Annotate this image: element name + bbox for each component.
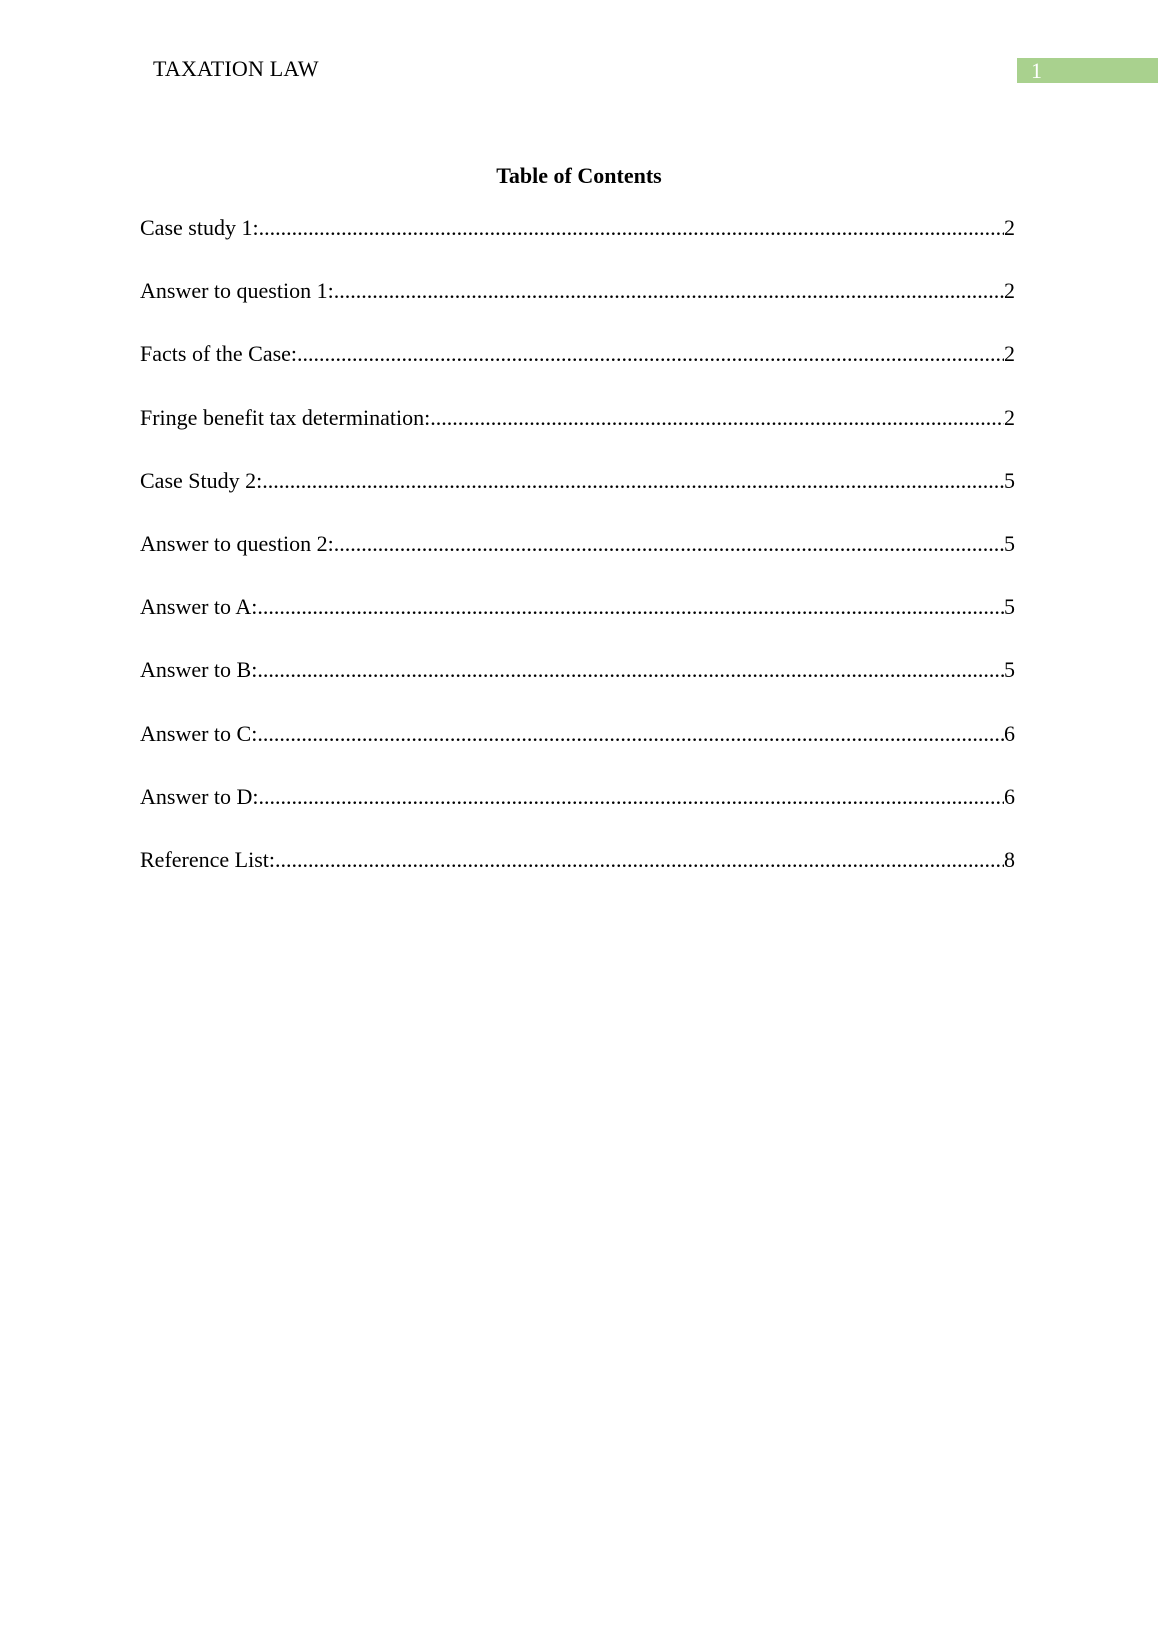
toc-dot-leader bbox=[334, 531, 1004, 557]
toc-dot-leader bbox=[262, 468, 1004, 494]
toc-entry-label: Case study 1: bbox=[140, 215, 259, 240]
toc-dot-leader bbox=[275, 847, 1004, 873]
toc-heading: Table of Contents bbox=[496, 163, 662, 188]
toc-entry-label: Fringe benefit tax determination: bbox=[140, 404, 431, 430]
toc-entry-label: Case Study 2: bbox=[140, 467, 263, 493]
toc-entry-facts-of-case[interactable] bbox=[140, 341, 1015, 404]
toc-entry-page: 2 bbox=[1004, 215, 1015, 240]
toc-dot-leader bbox=[259, 215, 1004, 241]
toc-entry-page: 2 bbox=[1004, 341, 1015, 367]
toc-entry-answer-b[interactable] bbox=[140, 657, 1015, 720]
toc-dot-leader bbox=[257, 657, 1004, 683]
toc-entry-reference-list[interactable] bbox=[140, 847, 1015, 910]
toc-dot-leader bbox=[297, 341, 1004, 367]
toc-entry-answer-a[interactable] bbox=[140, 594, 1015, 657]
toc-dot-leader bbox=[430, 405, 1004, 431]
toc-entry-label: Reference List: bbox=[140, 846, 275, 872]
toc-entry-page: 8 bbox=[1004, 846, 1015, 872]
toc-entry-page: 5 bbox=[1004, 467, 1015, 493]
toc-entry-page: 5 bbox=[1004, 594, 1015, 620]
toc-list bbox=[140, 215, 1015, 910]
toc-entry-fringe-benefit[interactable] bbox=[140, 405, 1015, 468]
toc-entry-page: 5 bbox=[1004, 657, 1015, 683]
toc-entry-page: 2 bbox=[1004, 278, 1015, 304]
toc-entry-answer-question-1[interactable] bbox=[140, 278, 1015, 341]
toc-entry-label: Answer to A: bbox=[140, 594, 258, 620]
toc-entry-label: Answer to question 1: bbox=[140, 278, 334, 304]
toc-entry-case-study-2[interactable] bbox=[140, 468, 1015, 531]
toc-dot-leader bbox=[334, 278, 1004, 304]
toc-entry-label: Answer to D: bbox=[140, 783, 259, 809]
toc-entry-label: Answer to C: bbox=[140, 720, 258, 746]
toc-entry-label: Facts of the Case: bbox=[140, 341, 298, 367]
page-number-badge: 1 bbox=[1017, 58, 1158, 83]
toc-entry-page: 6 bbox=[1004, 720, 1015, 746]
toc-entry-page: 5 bbox=[1004, 530, 1015, 556]
toc-entry-page: 2 bbox=[1004, 404, 1015, 430]
toc-dot-leader bbox=[257, 594, 1004, 620]
toc-dot-leader bbox=[257, 721, 1004, 747]
running-header-title: TAXATION LAW bbox=[153, 56, 319, 81]
toc-dot-leader bbox=[259, 784, 1004, 810]
toc-entry-label: Answer to B: bbox=[140, 657, 258, 683]
toc-entry-page: 6 bbox=[1004, 783, 1015, 809]
toc-entry-answer-question-2[interactable] bbox=[140, 531, 1015, 594]
toc-entry-answer-c[interactable] bbox=[140, 721, 1015, 784]
toc-entry-label: Answer to question 2: bbox=[140, 530, 334, 556]
toc-entry-answer-d[interactable] bbox=[140, 784, 1015, 847]
toc-entry-case-study-1[interactable] bbox=[140, 215, 1015, 278]
